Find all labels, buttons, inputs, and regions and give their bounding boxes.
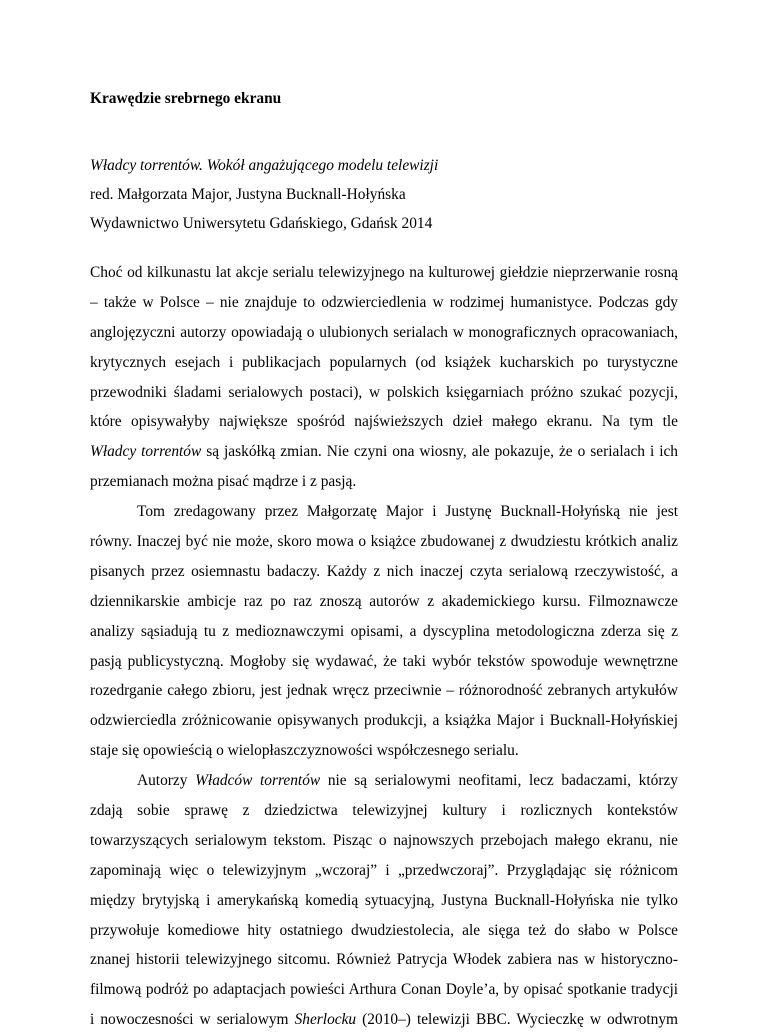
bibliographic-note: [90, 151, 678, 238]
text-line: przemianach można pisać mądrze i z pasją.: [90, 473, 357, 491]
section-heading: Krawędzie srebrnego ekranu: [90, 90, 282, 107]
text-line: Choć od kilkunastu lat akcje serialu telewizyjnego na kulturowej giełdzie nieprzerwanie rosną: [90, 264, 678, 281]
text-line: i nowoczesności w serialowym Sherlocku (2010–) telewizji BBC. Wycieczkę w odwrotnym: [90, 1011, 678, 1029]
text-line: równy. Inaczej być nie może, skoro mowa o książce zbudowanej z dwudziestu krótkich analiz: [90, 533, 678, 551]
text-line: Władcy torrentów są jaskółką zmian. Nie czyni ona wiosny, ale pokazuje, że o serialach i ich: [90, 443, 678, 461]
review-body: [90, 258, 678, 1035]
text-line: dziennikarskie ambicje raz po raz znoszą autorów z akademickiego kursu. Filmoznawcze: [90, 592, 678, 610]
book-title-inline: Władców torrentów: [195, 772, 321, 790]
text-line: odzwierciedla zróżnicowanie opisywanych produkcji, a książka Major i Bucknall-Hołyńskiej: [90, 712, 678, 730]
text-line: krytycznych esejach i publikacjach popularnych (od książek kucharskich po turystyczne: [90, 353, 678, 371]
text-line: Autorzy Władców torrentów nie są serialowymi neofitami, lecz badaczami, którzy: [137, 772, 678, 790]
text-line: filmową podróż po adaptacjach powieści Arthura Conan Doyle’a, by opisać spotkanie tradycji: [90, 981, 678, 999]
text-line: zdają sobie sprawę z dziedzictwa telewizyjnej kultury i rozlicznych kontekstów: [90, 802, 678, 820]
paragraph: [90, 497, 678, 766]
text-line: pisanych przez osiemnastu badaczy. Każdy z nich inaczej czyta serialową rzeczywistość, a: [90, 562, 678, 580]
text-line: przewodniki śladami serialowych postaci), w polskich księgarniach próżno szukać pozycji,: [90, 383, 678, 401]
text-line: znanej historii telewizyjnego sitcomu. Również Patrycja Włodek zabiera nas w historyczno-: [90, 951, 678, 969]
text-line: towarzyszących serialowym tekstom. Pisząc o najnowszych przebojach małego ekranu, nie: [90, 831, 678, 849]
book-publisher: Wydawnictwo Uniwersytetu Gdańskiego, Gdańsk 2014: [90, 215, 433, 232]
text-line: przywołuje komediowe hity ostatniego dwudziestolecia, ale sięga też do słabo w Polsce: [90, 921, 678, 939]
text-line: zapominają więc o telewizyjnym „wczoraj” i „przedwczoraj”. Przyglądając się różnicom: [90, 861, 678, 879]
paragraph: [90, 766, 678, 1035]
book-editors: red. Małgorzata Major, Justyna Bucknall-Hołyńska: [90, 186, 406, 203]
book-title-inline: Władcy torrentów: [90, 443, 202, 461]
text-line: które opisywałyby największe spośród najświeższych dzieł małego ekranu. Na tym tle: [90, 413, 678, 431]
text-line: pasją publicystyczną. Mogłoby się wydawać, że taki wybór tekstów spowoduje wewnętrzne: [90, 652, 678, 670]
text-line: staje się opowieścią o wielopłaszczyznowości współczesnego serialu.: [90, 742, 519, 760]
text-line: – także w Polsce – nie znajduje to odzwierciedlenia w rodzimej humanistyce. Podczas gdy: [90, 293, 678, 311]
book-title: Władcy torrentów. Wokół angażującego modelu telewizji: [90, 157, 439, 174]
series-title-inline: Sherlocku: [294, 1011, 357, 1029]
text-line: analizy sąsiadują tu z medioznawczymi opisami, a dyscyplina metodologiczna zderza się z: [90, 622, 678, 640]
text-line: między brytyjską i amerykańską komedią sytuacyjną, Justyna Bucknall-Hołyńska nie tylko: [90, 891, 678, 909]
paragraph: [90, 258, 678, 497]
text-line: Tom zredagowany przez Małgorzatę Major i Justynę Bucknall-Hołyńską nie jest: [137, 503, 678, 521]
text-line: anglojęzyczni autorzy opowiadają o ulubionych serialach w monograficznych opracowaniach,: [90, 323, 678, 341]
text-line: rozedrganie całego zbioru, jest jednak wręcz przeciwnie – różnorodność zebranych artykułów: [90, 682, 678, 700]
